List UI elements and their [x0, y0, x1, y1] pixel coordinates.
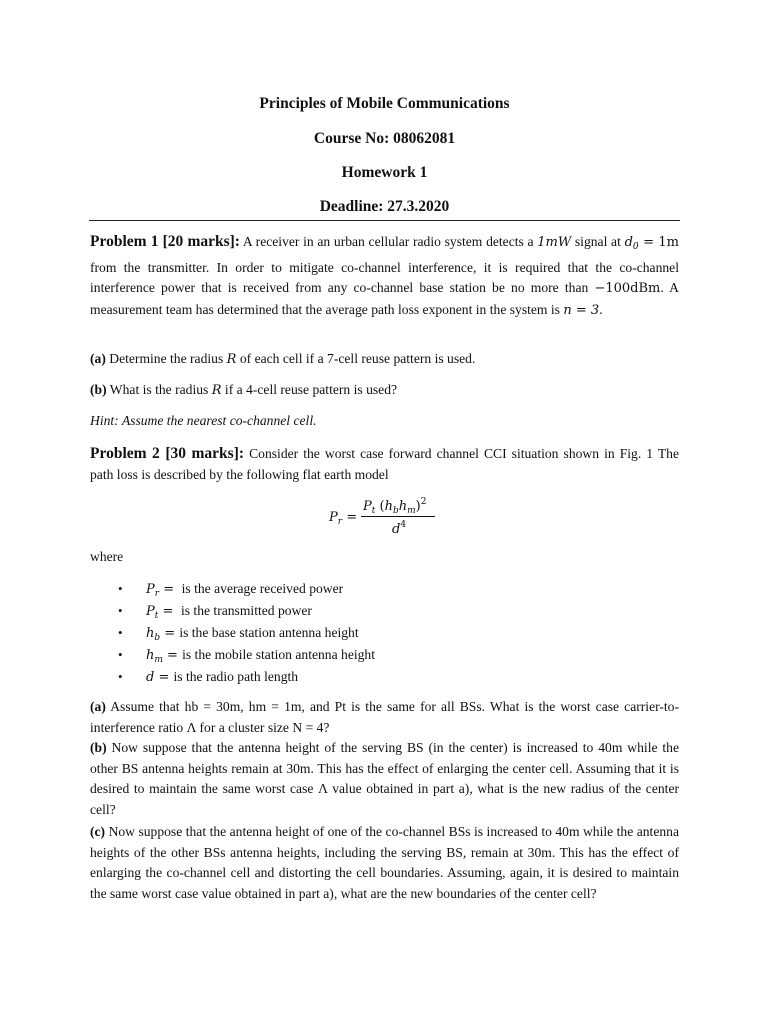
variable-list — [118, 578, 375, 688]
math-r: R — [226, 352, 237, 367]
where-label: where — [90, 549, 124, 564]
problem-2-intro: Consider the worst case forward channel CCI situation shown in Fig. 1 The path loss is described by the following flat earth model — [90, 446, 679, 482]
problem-2-part-b: (b) Now suppose that the antenna height of the serving BS (in the center) is increased to 40m while the other BS antenna heights remain at 30m. This has the effect of enlarging the center cell. Assuming that it is desired to maintain the same worst case Λ value obtained in part a), what is the new radius of the center cell? — [90, 740, 680, 817]
math-d0: $d_0$ — [624, 235, 639, 252]
problem-1-heading: Problem 1 [20 marks]: — [90, 233, 240, 250]
problem-2-heading: Problem 2 [30 marks]: — [90, 445, 245, 462]
problem-2-statement — [90, 444, 679, 485]
problem-1-hint: Hint: Assume the nearest co-channel cell. — [90, 413, 317, 428]
list-item: • $h_b$ = is the base station antenna height — [118, 622, 375, 644]
document-title: Principles of Mobile Communications — [259, 95, 510, 112]
part-label: (a) — [90, 351, 106, 366]
header-divider — [89, 220, 680, 221]
problem-1-text: from the transmitter. In order to mitigate co-channel interference, it is required that the co-channel interference power that is received from any co-channel base station be no more than — [90, 259, 679, 296]
list-item: • $h_m$ = is the mobile station antenna height — [118, 644, 375, 666]
list-item: • d = is the radio path length — [118, 666, 375, 688]
problem-1-text: . A measurement team has determined that the average path loss exponent in the system is — [90, 280, 680, 317]
course-number: Course No: 08062081 — [313, 130, 456, 147]
math-1mw: 1mW — [537, 235, 572, 250]
list-item: • $P_r$ = is the average received power — [118, 578, 375, 600]
math-r: R — [211, 383, 222, 398]
math-eq-1m: = 1m — [638, 235, 679, 250]
path-loss-formula — [329, 495, 479, 543]
list-item: • $P_t$ = is the transmitted power — [118, 600, 375, 622]
fraction-bar — [361, 516, 435, 517]
problem-1-text: signal at — [571, 234, 621, 249]
problem-2-part-a: (a) Assume that hb = 30m, hm = 1m, and Pt is the same for all BSs. What is the worst case carrier-to-interference ratio Λ for a cluster size N = 4? — [90, 699, 679, 735]
math-dbm: −100dBm — [594, 281, 661, 297]
part-label: (b) — [90, 382, 107, 397]
math-n: n = 3 — [563, 302, 600, 318]
formula-numerator: $P_t$ $(h_bh_m)^2$ — [363, 497, 427, 516]
formula-denominator: $d^4$ — [392, 520, 407, 537]
part-label: (c) — [90, 824, 106, 839]
problem-1-statement — [90, 232, 679, 321]
homework-label: Homework 1 — [341, 164, 428, 181]
problem-1-part-b: (b) What is the radius R if a 4-cell reuse pattern is used? — [90, 382, 398, 398]
part-label: (b) — [90, 740, 107, 755]
problem-1-text: . — [599, 301, 603, 317]
problem-1-part-a: (a) Determine the radius R of each cell if a 7-cell reuse pattern is used. — [90, 351, 476, 367]
problem-2-part-c: (c) Now suppose that the antenna height of one of the co-channel BSs is increased to 40m while the antenna heights of the other BSs antenna heights, including the serving BS, remain at 30m. This has the effect of enlarging the co-channel cell and distorting the cell boundaries. Assuming, again, it is desired to maintain the same worst case value obtained in part a), what are the new boundaries of the center cell? — [90, 824, 679, 901]
formula-lhs: $P_r$ = — [329, 510, 358, 527]
deadline: Deadline: 27.3.2020 — [319, 198, 450, 215]
part-label: (a) — [90, 699, 106, 714]
problem-1-text: A receiver in an urban cellular radio system detects a — [239, 234, 538, 249]
